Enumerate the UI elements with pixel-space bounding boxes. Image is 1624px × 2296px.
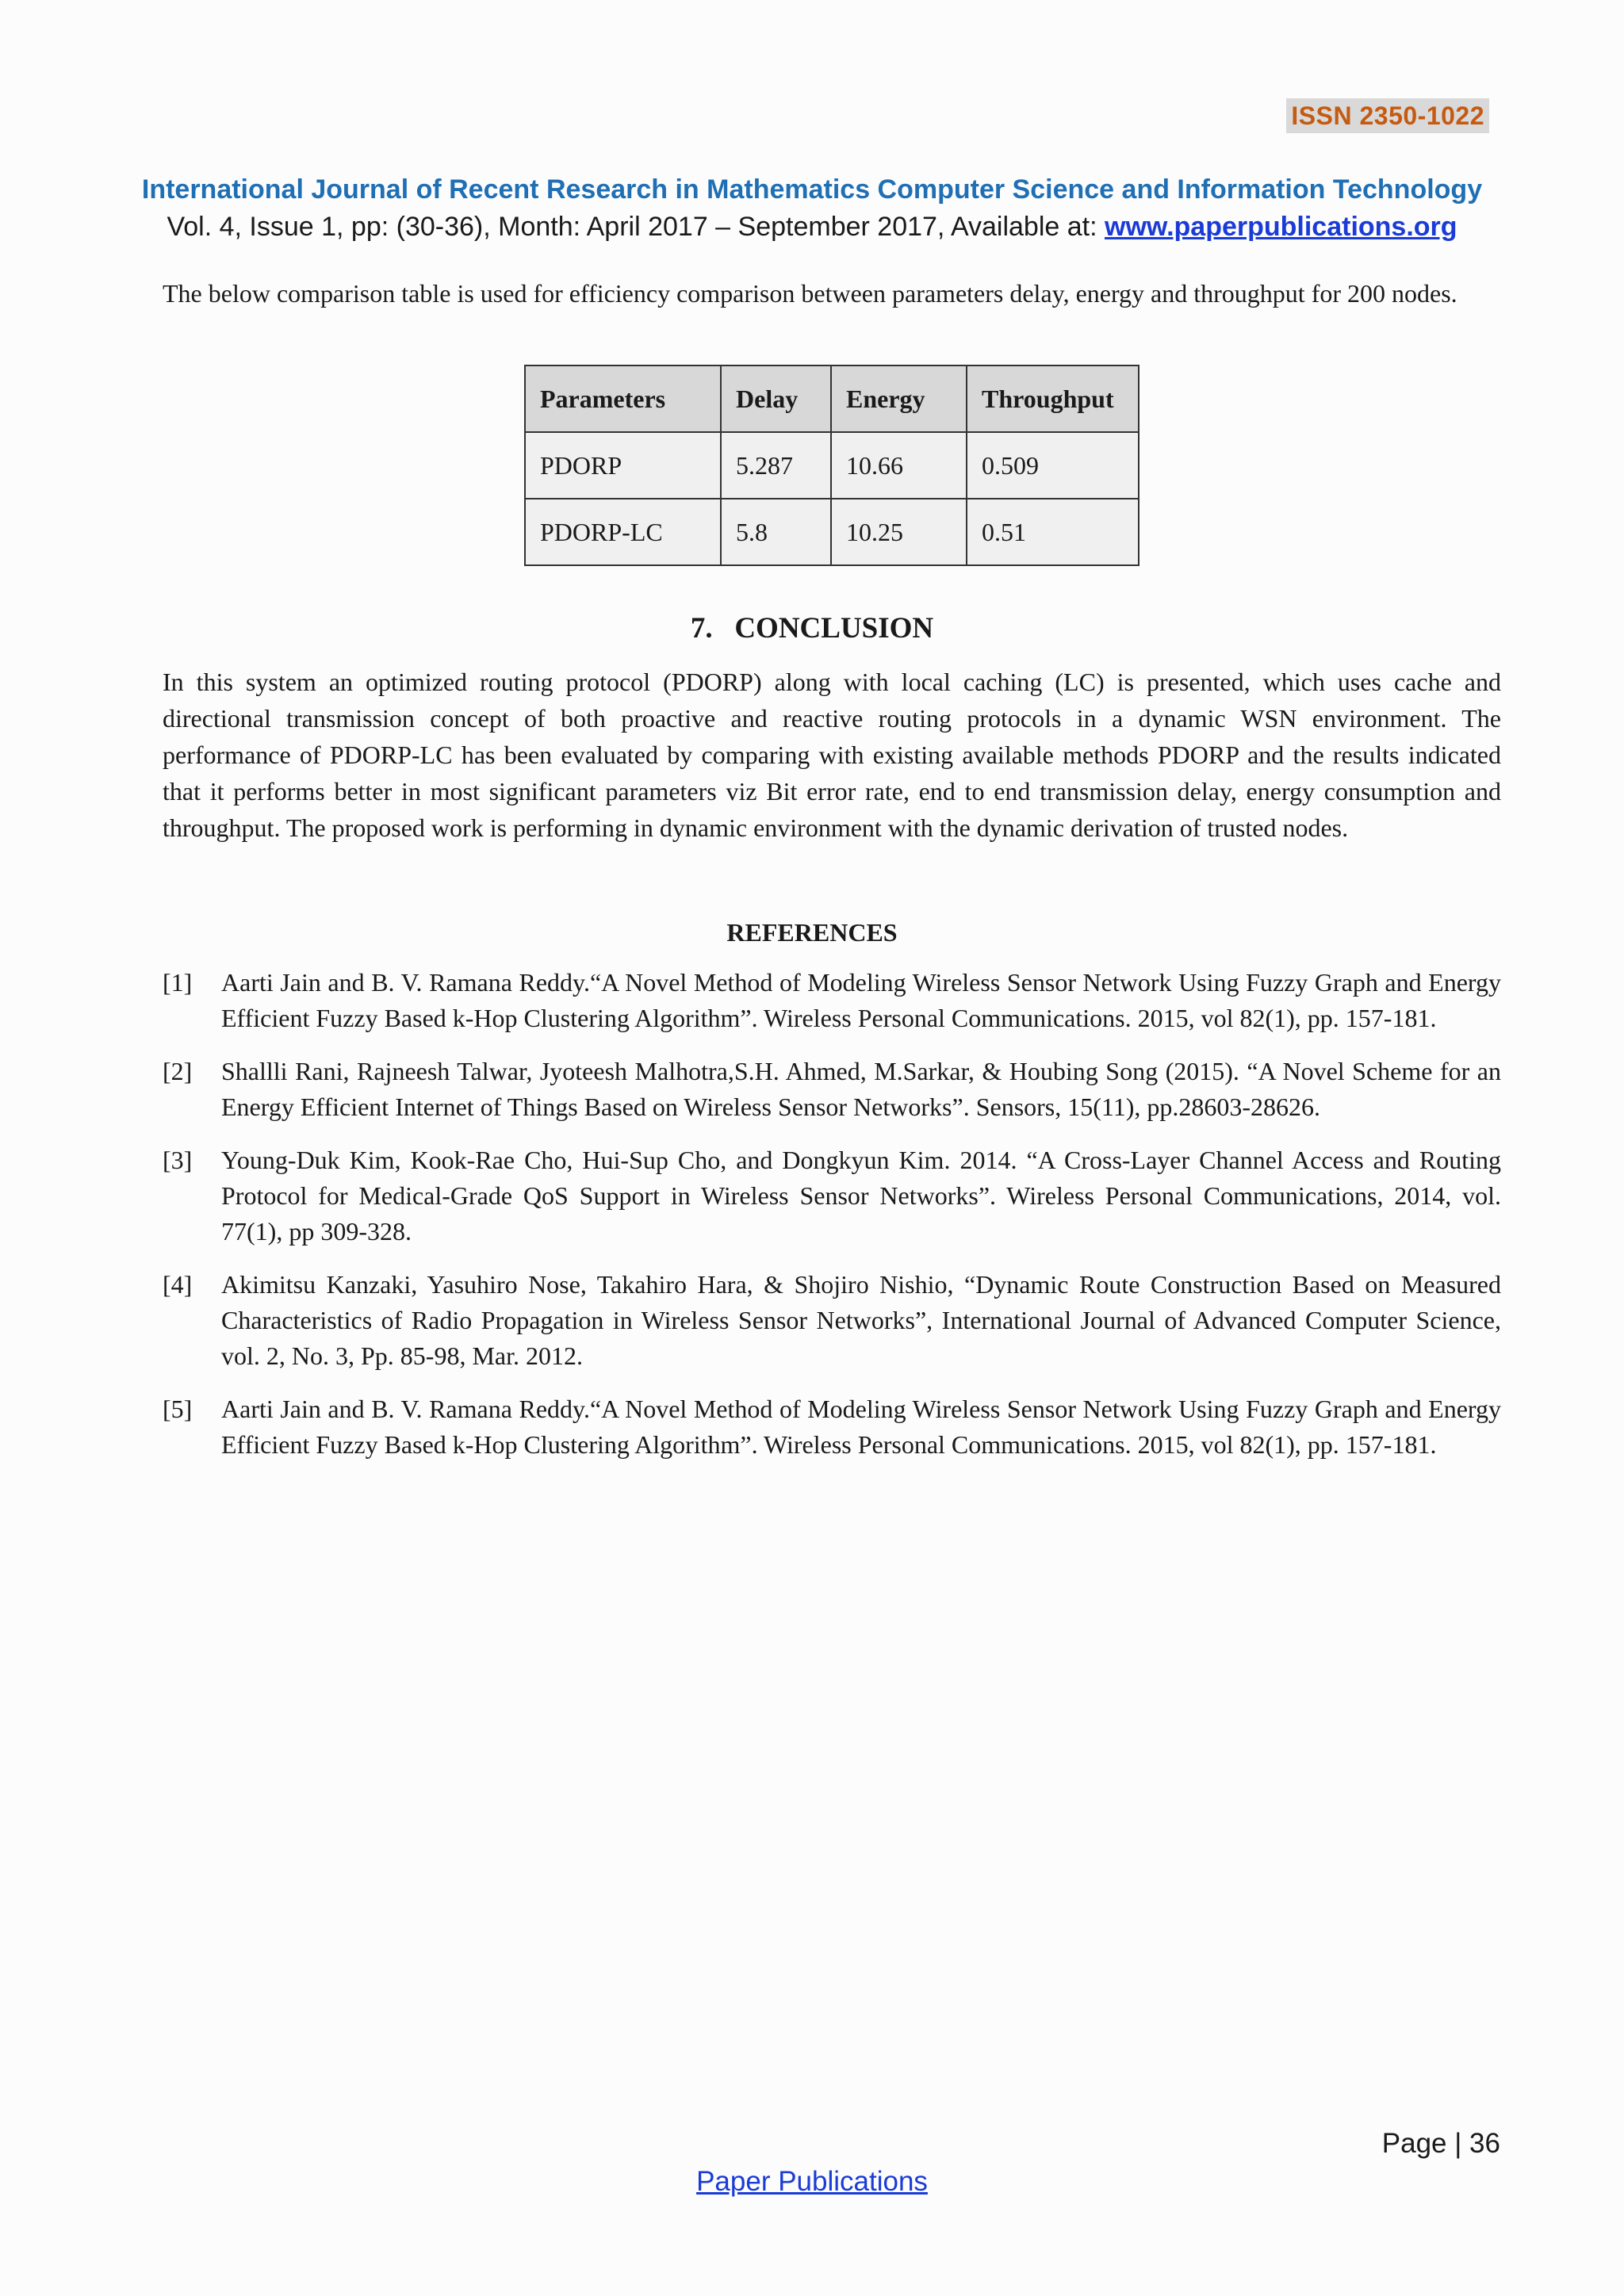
table-row — [525, 432, 1139, 499]
table-header-cell: Throughput — [967, 365, 1139, 432]
reference-number: [2] — [163, 1057, 193, 1085]
reference-number: [5] — [163, 1395, 193, 1423]
references-heading: REFERENCES — [726, 918, 898, 947]
page-number: Page | 36 — [1381, 2128, 1500, 2159]
reference-number: [1] — [163, 968, 193, 997]
reference-item — [163, 1267, 1501, 1374]
table-cell: 0.509 — [967, 432, 1139, 499]
reference-text: Akimitsu Kanzaki, Yasuhiro Nose, Takahiro Hara, & Shojiro Nishio, “Dynamic Route Construction Based on Measured Characteristics of Radio Propagation in Wireless Sensor Networks”, International Journal of Advanced Computer Science, vol. 2, No. 3, Pp. 85-98, Mar. 2012. — [221, 1270, 1501, 1370]
publisher-footer — [0, 2164, 1624, 2199]
table-row — [525, 499, 1139, 565]
publisher-link[interactable]: Paper Publications — [696, 2166, 928, 2197]
table-header-cell: Energy — [831, 365, 967, 432]
reference-text: Shallli Rani, Rajneesh Talwar, Jyoteesh Malhotra,S.H. Ahmed, M.Sarkar, & Houbing Song (2015). “A Novel Scheme for an Energy Efficient Internet of Things Based on Wireless Sensor Networks”. Sensors, 15(11), pp.28603-28626. — [221, 1057, 1501, 1121]
conclusion-paragraph: In this system an optimized routing protocol (PDORP) along with local caching (LC) is presented, which uses cache and directional transmission concept of both proactive and reactive routing protocols in a dynamic WSN environment. The performance of PDORP-LC has been evaluated by comparing with existing available methods PDORP and the results indicated that it performs better in most significant parameters viz Bit error rate, end to end transmission delay, energy consumption and throughput. The proposed work is performing in dynamic environment with the dynamic derivation of trusted nodes. — [163, 668, 1501, 842]
table-cell: 0.51 — [967, 499, 1139, 565]
reference-number: [3] — [163, 1146, 193, 1174]
reference-item — [163, 1391, 1501, 1463]
table-header-row — [525, 365, 1139, 432]
table-cell: 5.287 — [721, 432, 831, 499]
conclusion-heading: 7. CONCLUSION — [690, 612, 934, 645]
reference-text: Young-Duk Kim, Kook-Rae Cho, Hui-Sup Cho, and Dongkyun Kim. 2014. “A Cross-Layer Channel Access and Routing Protocol for Medical-Grade QoS Support in Wireless Sensor Networks”. Wireless Personal Communications, 2014, vol. 77(1), pp 309-328. — [221, 1146, 1501, 1246]
journal-info-text: Vol. 4, Issue 1, pp: (30-36), Month: April 2017 – September 2017, Available at: — [167, 212, 1105, 242]
table-cell: 5.8 — [721, 499, 831, 565]
journal-website-link[interactable]: www.paperpublications.org — [1105, 212, 1457, 242]
reference-text: Aarti Jain and B. V. Ramana Reddy.“A Novel Method of Modeling Wireless Sensor Network Using Fuzzy Graph and Energy Efficient Fuzzy Based k-Hop Clustering Algorithm”. Wireless Personal Communications. 2015, vol 82(1), pp. 157-181. — [221, 968, 1501, 1032]
journal-info — [0, 209, 1624, 244]
table-cell: PDORP — [525, 432, 721, 499]
intro-paragraph: The below comparison table is used for efficiency comparison between parameters delay, energy and throughput for 200 nodes. — [163, 279, 1457, 308]
table-cell: 10.66 — [831, 432, 967, 499]
reference-item — [163, 965, 1501, 1036]
reference-text: Aarti Jain and B. V. Ramana Reddy.“A Novel Method of Modeling Wireless Sensor Network Using Fuzzy Graph and Energy Efficient Fuzzy Based k-Hop Clustering Algorithm”. Wireless Personal Communications. 2015, vol 82(1), pp. 157-181. — [221, 1395, 1501, 1459]
reference-item — [163, 1054, 1501, 1125]
table-header-cell: Delay — [721, 365, 831, 432]
reference-item — [163, 1142, 1501, 1249]
table-header-cell: Parameters — [525, 365, 721, 432]
journal-title: International Journal of Recent Research in Mathematics Computer Science and Information Technology — [141, 174, 1483, 205]
table-cell: 10.25 — [831, 499, 967, 565]
comparison-table — [524, 365, 1139, 566]
reference-number: [4] — [163, 1270, 193, 1299]
table-cell: PDORP-LC — [525, 499, 721, 565]
issn-label: ISSN 2350-1022 — [1286, 98, 1489, 133]
reference-list — [163, 965, 1501, 1480]
